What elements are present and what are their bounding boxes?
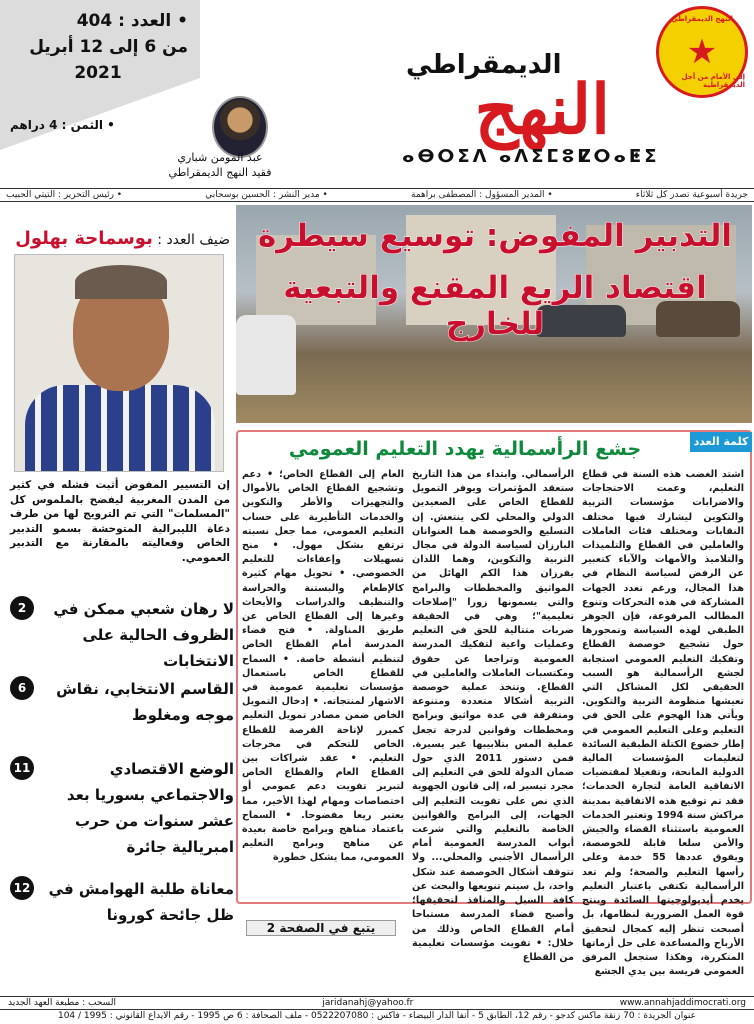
footer-contact-bar bbox=[0, 996, 754, 1008]
director-credit: • المدير المسؤول : المصطفى براهمة bbox=[411, 190, 553, 200]
issue-year: 2021 bbox=[74, 63, 122, 83]
hero-headline-2: اقتصاد الريع المقنع والتبعية للخارج bbox=[283, 270, 707, 342]
teaser-page-number: 2 bbox=[10, 596, 34, 620]
guest-name: بوسماحة بهلول bbox=[15, 228, 153, 249]
continued-on-page-link[interactable]: يتبع في الصفحة 2 bbox=[246, 920, 396, 936]
teaser-title: القاسم الانتخابي، نقاش موجه ومغلوط bbox=[56, 680, 234, 724]
editorial-title: جشع الرأسمالية يهدد التعليم العمومي bbox=[288, 438, 642, 460]
teaser-item[interactable] bbox=[8, 596, 234, 674]
weekly-note: جريدة أسبوعية تصدر كل ثلاثاء bbox=[635, 190, 748, 200]
teaser-page-number: 11 bbox=[10, 756, 34, 780]
seal-top-text: النهج الديمقراطي bbox=[671, 15, 733, 23]
party-seal-logo bbox=[656, 6, 748, 98]
issue-dates: من 6 إلى 12 أبريل bbox=[29, 37, 188, 57]
star-icon: ★ bbox=[686, 32, 718, 72]
guest-heading bbox=[8, 228, 230, 249]
editor-credit: • رئيس التحرير : التيتي الحبيب bbox=[6, 190, 123, 200]
masthead-tifinagh: ⴰⴱⵔⵉⴷ ⴰⴷⵉⵎⵓⵇⵔⴰⵟⵉ bbox=[402, 146, 660, 167]
guest-portrait bbox=[14, 254, 224, 472]
editorial-column-3: العام إلى القطاع الخاص؛ • دعم وتشجيع القطاع الخاص بالأموال والتجهيزات والأطر والتكوين والخدمات التأطيرية على حساب التعليم العمومي، مما جعل نسبته ترتفع بشكل مهول. • منح تسهيلات وإعفاءات للتعليم الخصوصي. • تحويل مهام كثيرة كالإطعام والبستنة والحراسة والتنظيف والدراسات والأبحاث وغيرها إلى القطاع الخاص عن طريق المناولة. • فتح فضاء المدرسة أمام القطاع الخاص لتنظيم أنشطة خاصة. • السماح للقطاع الخاص باستعمال مؤسسات تعليمية عمومية في الاشهار لمنتجاته. • إدخال التمويل الخاص ضمن مصادر تمويل التعليم كمبرر لإتاحة الفرصة للقطاع الخاص للتحكم في مخرجات التعليم. • عقد شراكات بين القطاع العام والقطاع الخاص لتبرير تفويت دعم عمومي أو اختصاصات ومهام لهذا الأخير، مما يعتبر ريعا مفضوحا. • السماح باعتماد مناهج وبرامج خاصة بعيدة عن مناهج وبرامج التعليم العمومي، مما يشكل خطورة bbox=[242, 469, 404, 864]
founder-portrait bbox=[212, 96, 268, 158]
editorial-column-1: اشتد الغضب هذه السنة في قطاع التعليم، وعمت الاحتجاجات والاضرابات مؤسسات التربية والتكوين ليشارك فيها مختلف النقابات ومختلف فئات العاملات والعاملين في القطاع والتلميذات والتلاميذ والأمهات والآباء كتعبير عن الرفض لسياسة النظام في هذا المجال، ورغم تعدد الجهات المشاركة في هذه التحركات وتنوع المطالب المرفوعة، فإن الجوهر الطبقي لهذه السياسة وتمحورها حول تشجيع خوصصة القطاع وتفكيك التعليم العمومي استجابة لجشع الرأسمالية هو السبب الحقيقي لكل المشاكل التي تعيشها منظومة التربية والتكوين. ويأتي هذا الهجوم على الحق في التعليم وعلى التعليم العمومي في إطار خضوع الكتلة الطبقية السائدة لتعليمات المؤسسات المالية الدولية المانحة، وتفعيلا لمقتضيات الاتفاقية العامة لتجارة الخدمات؛ فقد تم توقيع هذه الاتفاقية بمدينة مراكش سنة 1994 وتعتبر الخدمات العمومية باستثناء القضاء والجيش والأمن سلعا قابلة للخوصصة، ويفوق عددها 55 خدمة وعلى رأسها التعليم والصحة؛ ولم تعد الرأسمالية تكتفي باعتبار التعليم يخدم أيديولوجيتها السائدة وينتج قوة العمل الضرورية لنظامها، بل أصبحت تنظر إليه كمجال لتحقيق الأرباح والمساعدة على حل أزماتها المتكررة، وهكذا ستجعل المرفق العمومي فريسة بين يدي الجشع bbox=[582, 469, 744, 978]
issue-info bbox=[8, 8, 188, 86]
issue-price: • الثمن : 4 دراهم bbox=[10, 118, 115, 132]
teaser-page-number: 12 bbox=[10, 876, 34, 900]
teaser-title: الوضع الاقتصادي والاجتماعي بسوريا بعد عشر سنوات من حرب امبريالية جائرة bbox=[66, 760, 234, 856]
publisher-credit: • مدير النشر : الحسين بوسحابي bbox=[205, 190, 328, 200]
teaser-item[interactable] bbox=[8, 676, 234, 728]
teaser-page-number: 6 bbox=[10, 676, 34, 700]
seal-bottom-text: إلى الأمام من أجل الديمقراطية bbox=[681, 73, 745, 89]
founder-name: عبد المومن شباري bbox=[177, 151, 263, 164]
founder-role: فقيد النهج الديمقراطي bbox=[168, 166, 272, 179]
printer-credit: السحب : مطبعة العهد الجديد bbox=[8, 997, 116, 1008]
guest-quote: إن التسيير المفوض أثبت فشله في كثير من المدن المغربية ليفضح بالملموس كل "المسلمات" التي تم الترويج لها من طرف دعاة الليبرالية المتوحشة بسمو التدبير الخاص وفعاليته بالمقارنة مع التدبير العمومي. bbox=[10, 479, 230, 564]
teaser-item[interactable] bbox=[8, 756, 234, 860]
website-link[interactable]: www.annahjaddimocrati.org bbox=[619, 997, 746, 1008]
teaser-item[interactable] bbox=[8, 876, 234, 928]
footer-address: عنوان الجريدة : 70 زنقة ماكس كدجو - رقم 12، الطابق 5 - أنفا الدار البيضاء - فاكس : 0522207080 - ملف الصحافة : 6 ص 1995 - رقم الايداع القانوني : 1995 / 104 bbox=[0, 1009, 754, 1022]
teaser-title: معاناة طلبة الهوامش في ظل جائحة كورونا bbox=[48, 880, 234, 924]
staff-info-bar bbox=[0, 188, 754, 202]
email-link[interactable]: jaridanahj@yahoo.fr bbox=[322, 997, 414, 1008]
founder-caption bbox=[130, 150, 310, 180]
hero-headline-1: التدبير المفوض: توسيع سيطرة bbox=[258, 218, 732, 254]
teaser-title: لا رهان شعبي ممكن في الظروف الحالية على الانتخابات bbox=[53, 600, 234, 670]
masthead-title: النهج bbox=[474, 70, 610, 150]
editorial-tab: كلمة العدد bbox=[690, 432, 752, 452]
masthead-logo bbox=[310, 50, 650, 158]
guest-label: ضيف العدد : bbox=[157, 232, 230, 248]
editorial-column-2: الرأسمالي. وابتداء من هذا التاريخ ستعقد المؤتمرات ويوفر التمويل للقطاع الخاص على الصعيدين الدولي والمحلي لكي ينتعش. إن التسليع والخوصصة هما العنوانان البارزان لسياسة الدولة في مجال التربية والتكوين، وهما اللذان يفرزان هذا الكم الهائل من المواثيق والمخططات والبرامج والتي يسمونها زورا "إصلاحات تعليمية"؛ وهي في الحقيقة ضربات متتالية للحق في التعليم وعمليات واعية لتفكيك المدرسة العمومية وتراجعا عن حقوق ومكتسبات العاملات والعاملين في القطاع. وتتخذ عملية خوصصة التربية أشكالا متعددة ومتنوعة ومتفرقة في عدة مواثيق وبرامج ومخططات وقوانين لدرجة تجعل عملية المس بتلابيبها غير يسيرة. فمن دستور 2011 الذي حول ضمان الدولة للحق في التعليم إلى مجرد تيسير له، إلى قانون الجهوية الذي نص على تفويت التعليم إلى الجهات، إلى البرامج والقوانين الخاصة بالتعليم والتي شرعت أبواب المدرسة العمومية أمام الرأسمال الأجنبي والمحلي... ولا تتوقف أشكال الخوصصة عند شكل واحد، بل سيتم تنويعها والبحث عن كافة السبل والمنافذ لتحقيقها؛ وأصبح فضاء المدرسة مستباحا أمام القطاع الخاص وذلك من خلال: • تفويت مؤسسات تعليمية من القطاع bbox=[412, 469, 574, 963]
masthead-subtitle: الديمقراطي bbox=[406, 50, 562, 80]
issue-number: • العدد : 404 bbox=[76, 11, 188, 31]
